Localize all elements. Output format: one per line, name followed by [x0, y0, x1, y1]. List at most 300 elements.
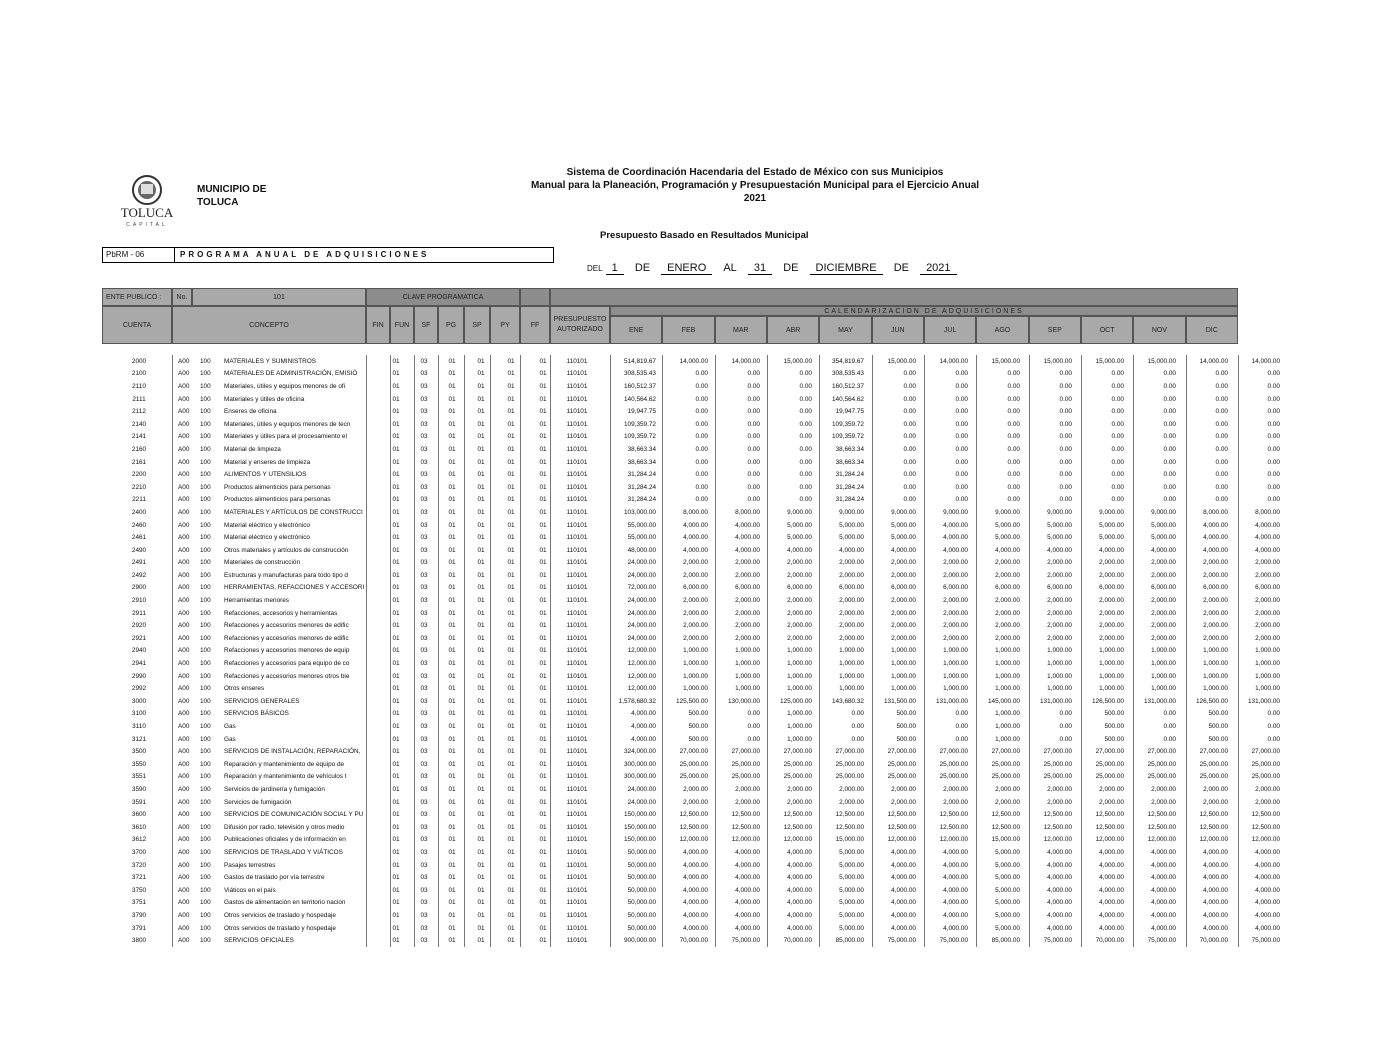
cell-fun: 03: [420, 546, 428, 554]
cell-month: 4,000.00: [1255, 861, 1280, 869]
cell-month: 2,000.00: [1099, 798, 1124, 806]
cell-concepto: Gastos de traslado por vía terrestre: [224, 874, 325, 882]
cell-month: 4,000.00: [1099, 861, 1124, 869]
cell-month: 0.00: [799, 445, 812, 453]
cell-month: 12,500.00: [835, 823, 864, 831]
cell-month: 31,284.24: [835, 496, 864, 504]
cell-b: 100: [200, 395, 211, 403]
cell-py: 01: [539, 370, 547, 378]
cell-pg: 01: [477, 370, 485, 378]
cell-py: 01: [539, 748, 547, 756]
cell-cuenta: 2141: [131, 433, 147, 441]
cell-month: 2,000.00: [1151, 622, 1176, 630]
cell-sf: 01: [448, 874, 456, 882]
cell-month: 2,000.00: [891, 634, 916, 642]
cell-ff: 110101: [566, 710, 588, 718]
cell-b: 100: [200, 823, 211, 831]
cell-fun: 03: [420, 370, 428, 378]
cell-pg: 01: [477, 433, 485, 441]
cell-month: 1,000.00: [995, 660, 1020, 668]
cell-month: 5,000.00: [1099, 534, 1124, 542]
cell-month: 4,000.00: [787, 546, 812, 554]
cell-total: 48,000.00: [627, 546, 656, 554]
cell-pg: 01: [477, 710, 485, 718]
cell-concepto: Productos alimenticios para personas: [224, 496, 331, 504]
cell-month: 0.00: [747, 458, 760, 466]
cell-a: A00: [178, 357, 190, 365]
cell-month: 0.00: [1163, 471, 1176, 479]
cell-month: 12,500.00: [1095, 811, 1124, 819]
cell-month: 0.00: [799, 382, 812, 390]
cell-pg: 01: [477, 534, 485, 542]
cell-cuenta: 2911: [132, 609, 146, 617]
cell-fin: 01: [392, 697, 400, 705]
cell-ff: 110101: [566, 622, 588, 630]
cell-b: 100: [200, 471, 211, 479]
cell-month: 0.00: [903, 471, 916, 479]
cell-month: 5,000.00: [839, 521, 864, 529]
cell-pg: 01: [477, 382, 485, 390]
cell-concepto: Reparación y mantenimiento de equipo de: [224, 760, 345, 768]
cell-fun: 03: [420, 420, 428, 428]
cell-fun: 03: [420, 395, 428, 403]
cell-cuenta: 3591: [131, 798, 147, 806]
cell-a: A00: [178, 848, 190, 856]
presupuesto-autorizado-header: PRESUPUESTO AUTORIZADO: [550, 306, 610, 344]
cell-fin: 01: [392, 546, 400, 554]
month-header: JUN: [872, 316, 924, 344]
cell-month: 25,000.00: [835, 760, 864, 768]
cell-ff: 110101: [566, 911, 588, 919]
cell-month: 4,000.00: [1203, 874, 1228, 882]
cell-month: 4,000.00: [735, 861, 760, 869]
cell-month: 0.00: [1111, 445, 1124, 453]
cell-month: 2,000.00: [787, 622, 812, 630]
cell-month: 0.00: [955, 382, 968, 390]
cell-month: 2,000.00: [1255, 622, 1280, 630]
cell-month: 4,000.00: [891, 886, 916, 894]
grid-line: [366, 355, 367, 947]
table-row: [102, 834, 1282, 847]
cell-month: 0.00: [695, 458, 708, 466]
cell-pg: 01: [477, 848, 485, 856]
cell-month: 2,000.00: [735, 798, 760, 806]
cell-total: 24,000.00: [627, 559, 656, 567]
cell-pg: 01: [477, 798, 485, 806]
cell-a: A00: [178, 395, 190, 403]
cell-month: 1,000.00: [735, 647, 760, 655]
cell-a: A00: [178, 534, 190, 542]
cell-month: 5,000.00: [1151, 521, 1176, 529]
cell-py: 01: [539, 408, 547, 416]
cell-month: 1,000.00: [683, 660, 708, 668]
cell-month: 2,000.00: [995, 597, 1020, 605]
cell-cuenta: 3551: [131, 773, 147, 781]
cell-month: 0.00: [1111, 471, 1124, 479]
cell-fin: 01: [392, 571, 400, 579]
cell-month: 0.00: [955, 483, 968, 491]
cell-month: 1,000.00: [735, 660, 760, 668]
table-row: [102, 368, 1282, 381]
cell-total: 4,000.00: [631, 710, 656, 718]
cell-month: 1,000.00: [787, 735, 812, 743]
cell-sf: 01: [448, 798, 456, 806]
cell-month: 0.00: [1111, 370, 1124, 378]
cell-ff: 110101: [566, 370, 588, 378]
cell-month: 4,000.00: [891, 848, 916, 856]
cell-fin: 01: [392, 911, 400, 919]
period-day-end: 31: [748, 262, 772, 275]
cell-fun: 03: [420, 899, 428, 907]
table-row: [102, 405, 1282, 418]
cell-month: 0.00: [903, 395, 916, 403]
cell-sp: 01: [507, 848, 515, 856]
cell-month: 4,000.00: [1255, 848, 1280, 856]
cell-pg: 01: [477, 521, 485, 529]
cell-month: 4,000.00: [1151, 911, 1176, 919]
cell-cuenta: 2990: [131, 672, 147, 680]
cell-month: 4,000.00: [1151, 861, 1176, 869]
table-row: [102, 934, 1282, 947]
cell-month: 2,000.00: [787, 559, 812, 567]
cell-sp: 01: [507, 508, 515, 516]
cell-fun: 03: [420, 823, 428, 831]
cell-cuenta: 3100: [131, 710, 147, 718]
cell-fin: 01: [392, 508, 400, 516]
cell-month: 2,000.00: [891, 622, 916, 630]
cell-total: 50,000.00: [627, 874, 656, 882]
cell-month: 2,000.00: [1099, 559, 1124, 567]
cell-month: 15,000.00: [1147, 357, 1176, 365]
cell-py: 01: [539, 924, 547, 932]
cell-month: 0.00: [799, 458, 812, 466]
cell-month: 0.00: [903, 370, 916, 378]
cell-month: 4,000.00: [1099, 848, 1124, 856]
table-row: [102, 645, 1282, 658]
cell-month: 85,000.00: [991, 937, 1020, 945]
cell-month: 0.00: [1059, 471, 1072, 479]
cell-fin: 01: [392, 886, 400, 894]
cell-ff: 110101: [566, 697, 588, 705]
grid-line: [1133, 355, 1134, 947]
cell-month: 500.00: [1104, 723, 1124, 731]
cell-py: 01: [539, 685, 547, 693]
cell-a: A00: [178, 685, 190, 693]
cell-fin: 01: [392, 420, 400, 428]
form-code: PbRM - 06: [103, 248, 175, 262]
cell-cuenta: 2161: [131, 458, 147, 466]
cell-month: 2,000.00: [839, 571, 864, 579]
cell-cuenta: 3700: [131, 848, 147, 856]
cell-month: 0.00: [747, 483, 760, 491]
cell-sp: 01: [507, 634, 515, 642]
cell-month: 0.00: [1007, 433, 1020, 441]
ente-publico-label: ENTE PUBLICO :: [102, 288, 172, 306]
cell-month: 2,000.00: [1047, 597, 1072, 605]
cell-fin: 01: [392, 559, 400, 567]
cell-py: 01: [539, 559, 547, 567]
cell-month: 15,000.00: [1043, 357, 1072, 365]
cell-month: 0.00: [1059, 420, 1072, 428]
cell-month: 31,284.24: [835, 483, 864, 491]
table-row: [102, 519, 1282, 532]
ente-no-value: 101: [192, 288, 366, 306]
cell-month: 85,000.00: [835, 937, 864, 945]
cell-month: 2,000.00: [995, 609, 1020, 617]
cell-month: 2,000.00: [1203, 571, 1228, 579]
cell-concepto: Servicios de fumigación: [224, 798, 292, 806]
cell-b: 100: [200, 899, 211, 907]
cell-month: 15,000.00: [991, 357, 1020, 365]
cell-month: 1,000.00: [1255, 685, 1280, 693]
cell-sp: 01: [507, 760, 515, 768]
cell-month: 25,000.00: [731, 760, 760, 768]
cell-month: 0.00: [1267, 395, 1280, 403]
cell-py: 01: [539, 710, 547, 718]
cell-month: 12,000.00: [1043, 836, 1072, 844]
cell-b: 100: [200, 748, 211, 756]
cell-month: 500.00: [1208, 710, 1228, 718]
cell-month: 4,000.00: [891, 924, 916, 932]
cell-ff: 110101: [566, 848, 588, 856]
cell-fun: 03: [420, 382, 428, 390]
cell-b: 100: [200, 483, 211, 491]
cell-fun: 03: [420, 697, 428, 705]
cell-fun: 03: [420, 924, 428, 932]
cell-b: 100: [200, 798, 211, 806]
cell-b: 100: [200, 571, 211, 579]
fin-header: FIN: [366, 306, 390, 344]
cell-b: 100: [200, 660, 211, 668]
cell-month: 6,000.00: [735, 584, 760, 592]
cell-ff: 110101: [566, 559, 588, 567]
cell-py: 01: [539, 395, 547, 403]
month-header: OCT: [1081, 316, 1133, 344]
cell-month: 0.00: [747, 735, 760, 743]
cell-month: 4,000.00: [1203, 534, 1228, 542]
cell-month: 27,000.00: [1095, 748, 1124, 756]
cell-concepto: Refacciones y accesorios menores de equip: [224, 647, 350, 655]
cell-month: 500.00: [1208, 723, 1228, 731]
cell-month: 0.00: [955, 433, 968, 441]
cell-month: 2,000.00: [735, 622, 760, 630]
municipality-name: [197, 183, 266, 209]
cell-py: 01: [539, 634, 547, 642]
cell-concepto: Refacciones, accesorios y herramientas: [224, 609, 338, 617]
cell-pg: 01: [477, 559, 485, 567]
cell-month: 4,000.00: [943, 886, 968, 894]
cell-month: 2,000.00: [1099, 634, 1124, 642]
cell-sp: 01: [507, 546, 515, 554]
cell-month: 8,000.00: [1203, 508, 1228, 516]
cell-month: 2,000.00: [1203, 798, 1228, 806]
cell-py: 01: [539, 647, 547, 655]
cell-month: 12,500.00: [731, 823, 760, 831]
cell-month: 0.00: [1267, 420, 1280, 428]
cell-month: 14,000.00: [731, 357, 760, 365]
cell-month: 2,000.00: [839, 559, 864, 567]
cell-fun: 03: [420, 760, 428, 768]
cell-total: 55,000.00: [627, 521, 656, 529]
cell-sf: 01: [448, 521, 456, 529]
table-row: [102, 594, 1282, 607]
cell-month: 2,000.00: [787, 609, 812, 617]
cell-cuenta: 3750: [131, 886, 147, 894]
table-row: [102, 846, 1282, 859]
municipality-line-1: MUNICIPIO DE: [197, 184, 267, 195]
cell-fun: 03: [420, 785, 428, 793]
cell-sp: 01: [507, 458, 515, 466]
cell-month: 12,500.00: [939, 823, 968, 831]
cell-sf: 01: [448, 660, 456, 668]
cell-month: 0.00: [695, 382, 708, 390]
cell-month: 2,000.00: [1099, 785, 1124, 793]
cell-fin: 01: [392, 483, 400, 491]
cell-month: 0.00: [903, 496, 916, 504]
table-row: [102, 745, 1282, 758]
cell-ff: 110101: [566, 760, 588, 768]
cell-a: A00: [178, 597, 190, 605]
cell-month: 2,000.00: [891, 609, 916, 617]
cell-ff: 110101: [566, 785, 588, 793]
cell-fin: 01: [392, 685, 400, 693]
cell-fun: 03: [420, 937, 428, 945]
cell-month: 12,500.00: [1043, 811, 1072, 819]
cell-fun: 03: [420, 773, 428, 781]
cell-sp: 01: [507, 748, 515, 756]
cell-month: 2,000.00: [1203, 597, 1228, 605]
cell-py: 01: [539, 420, 547, 428]
cell-month: 1,000.00: [1151, 672, 1176, 680]
cell-month: 0.00: [695, 408, 708, 416]
cell-ff: 110101: [566, 382, 588, 390]
cell-total: 72,000.00: [627, 584, 656, 592]
cell-pg: 01: [477, 647, 485, 655]
cell-month: 1,000.00: [943, 660, 968, 668]
cell-month: 6,000.00: [995, 584, 1020, 592]
grid-line: [550, 355, 551, 947]
cell-month: 0.00: [1007, 458, 1020, 466]
cell-a: A00: [178, 458, 190, 466]
cell-month: 4,000.00: [1047, 924, 1072, 932]
cell-total: 31,284.24: [627, 496, 656, 504]
cell-month: 0.00: [1267, 710, 1280, 718]
cell-month: 0.00: [1059, 395, 1072, 403]
cell-py: 01: [539, 471, 547, 479]
cell-pg: 01: [477, 723, 485, 731]
table-row: [102, 418, 1282, 431]
cell-concepto: Publicaciones oficiales y de información en: [224, 836, 346, 844]
cell-month: 1,000.00: [735, 685, 760, 693]
cell-month: 15,000.00: [887, 357, 916, 365]
cell-fin: 01: [392, 848, 400, 856]
cell-total: 109,359.72: [624, 420, 656, 428]
cell-month: 0.00: [955, 496, 968, 504]
cell-ff: 110101: [566, 458, 588, 466]
cell-py: 01: [539, 508, 547, 516]
cell-sf: 01: [448, 458, 456, 466]
table-row: [102, 708, 1282, 721]
cell-month: 6,000.00: [839, 584, 864, 592]
cell-month: 0.00: [1111, 433, 1124, 441]
cell-ff: 110101: [566, 483, 588, 491]
cell-month: 12,500.00: [939, 811, 968, 819]
cell-month: 2,000.00: [787, 785, 812, 793]
cell-month: 5,000.00: [839, 534, 864, 542]
cell-month: 1,000.00: [1203, 647, 1228, 655]
cell-month: 0.00: [1111, 420, 1124, 428]
sp-header: SP: [464, 306, 490, 344]
cell-month: 6,000.00: [683, 584, 708, 592]
month-header: MAY: [819, 316, 871, 344]
period-year: 2021: [920, 262, 956, 275]
cell-month: 109,359.72: [832, 433, 864, 441]
cell-sf: 01: [448, 785, 456, 793]
cell-py: 01: [539, 584, 547, 592]
cell-b: 100: [200, 609, 211, 617]
cell-month: 130,000.00: [728, 697, 760, 705]
cell-month: 1,000.00: [1099, 660, 1124, 668]
table-row: [102, 569, 1282, 582]
cell-sp: 01: [507, 697, 515, 705]
cell-month: 0.00: [799, 433, 812, 441]
cell-month: 4,000.00: [787, 911, 812, 919]
cell-month: 143,680.32: [832, 697, 864, 705]
cell-sf: 01: [448, 899, 456, 907]
cell-sf: 01: [448, 672, 456, 680]
concepto-header: CONCEPTO: [172, 306, 366, 344]
cell-a: A00: [178, 408, 190, 416]
cell-b: 100: [200, 911, 211, 919]
cell-month: 4,000.00: [1203, 848, 1228, 856]
cell-fun: 03: [420, 584, 428, 592]
cell-cuenta: 3610: [131, 823, 147, 831]
table-row: [102, 884, 1282, 897]
cell-month: 4,000.00: [683, 911, 708, 919]
cell-fun: 03: [420, 911, 428, 919]
cell-py: 01: [539, 798, 547, 806]
cell-sf: 01: [448, 609, 456, 617]
cell-month: 0.00: [1267, 723, 1280, 731]
cell-fin: 01: [392, 874, 400, 882]
cell-ff: 110101: [566, 546, 588, 554]
cell-total: 4,000.00: [631, 723, 656, 731]
cell-month: 12,500.00: [1095, 823, 1124, 831]
municipality-line-2: TOLUCA: [197, 197, 239, 208]
cell-sf: 01: [448, 597, 456, 605]
cell-month: 1,000.00: [787, 723, 812, 731]
cell-month: 5,000.00: [839, 924, 864, 932]
table-row: [102, 431, 1282, 444]
cell-b: 100: [200, 357, 211, 365]
cell-ff: 110101: [566, 634, 588, 642]
table-row: [102, 506, 1282, 519]
cell-month: 1,000.00: [1151, 660, 1176, 668]
table-row: [102, 393, 1282, 406]
cell-month: 4,000.00: [1099, 874, 1124, 882]
cell-month: 0.00: [1267, 483, 1280, 491]
ff-header: FF: [520, 306, 550, 344]
cell-month: 0.00: [851, 735, 864, 743]
cell-a: A00: [178, 433, 190, 441]
cell-month: 2,000.00: [1255, 798, 1280, 806]
cell-cuenta: 2210: [131, 483, 147, 491]
cell-sp: 01: [507, 597, 515, 605]
cell-pg: 01: [477, 408, 485, 416]
cell-b: 100: [200, 420, 211, 428]
cell-sp: 01: [507, 471, 515, 479]
table-row: [102, 544, 1282, 557]
